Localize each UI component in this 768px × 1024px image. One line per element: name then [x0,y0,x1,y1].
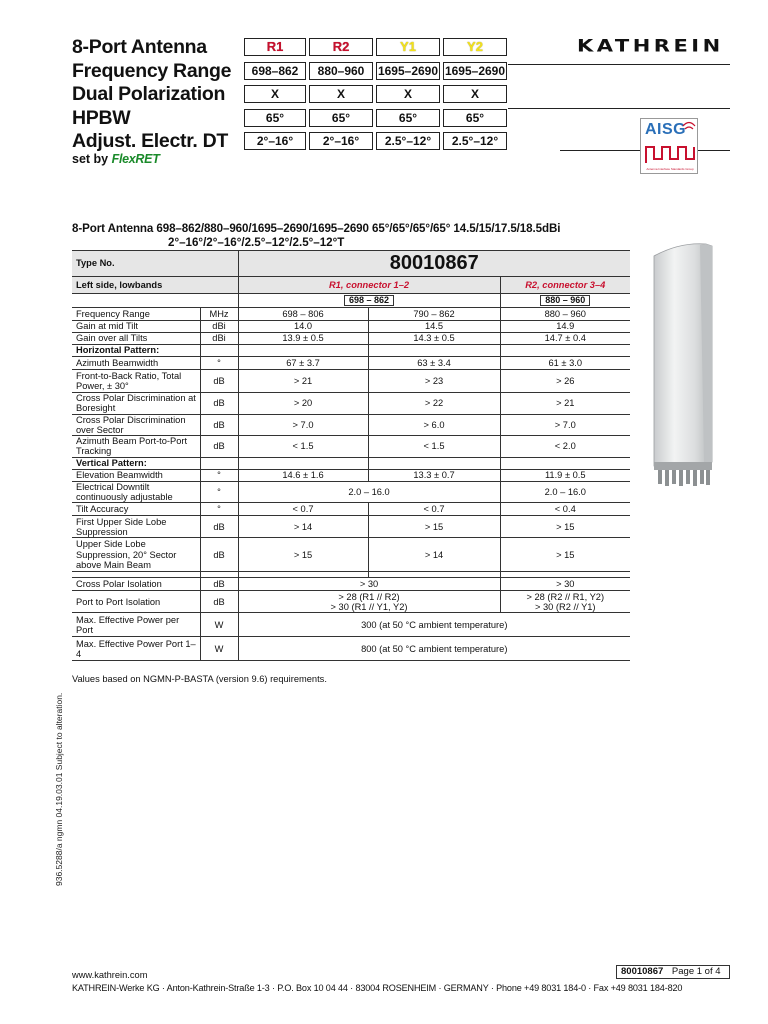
unit-cell: dB [200,538,238,572]
type-label: Type No. [72,251,238,277]
band-r1: 698 – 862 [344,295,394,306]
port-y1: Y1 [376,38,440,56]
band-r1-cell [238,294,500,308]
spec-row [72,321,630,333]
value-r2: > 30 [500,578,630,591]
spec-row [72,538,630,572]
value-r1-low: < 1.5 [238,436,368,458]
freq-r1: 698–862 [244,62,306,80]
freq-y2: 1695–2690 [444,63,506,78]
hpbw-r1: 65° [244,109,306,127]
value-r2 [500,457,630,469]
parameter-label: Gain over all Tilts [72,333,200,345]
website-link[interactable]: www.kathrein.com [72,970,148,980]
unit-cell: dBi [200,321,238,333]
value-r2: < 2.0 [500,436,630,458]
value-r1-low [238,345,368,357]
aisg-subtitle: Antenna Interface Standards Group [646,167,694,171]
connector-r1: R1, connector 1–2 [238,277,500,294]
spec-row [72,591,630,613]
value-r1-high: > 15 [368,516,500,538]
value-r2: > 21 [500,393,630,415]
parameter-label: Cross Polar Discrimination at Boresight [72,393,200,415]
band-row-blank [72,294,238,308]
value-r1-high: 13.3 ± 0.7 [368,469,500,481]
value-r1-high: < 1.5 [368,436,500,458]
value-r2 [500,345,630,357]
header-labels [72,36,231,166]
spec-row [72,613,630,637]
unit-cell: dB [200,516,238,538]
parameter-label: Cross Polar Discrimination over Sector [72,414,200,436]
parameter-label: First Upper Side Lobe Suppression [72,516,200,538]
company-address: KATHREIN-Werke KG · Anton-Kathrein-Straße 1-3 · P.O. Box 10 04 44 · 83004 ROSENHEIM · GERMANY · Phone +49 8031 184-0 · Fax +49 8031 184-820 [72,983,683,993]
value-r1-low: 698 – 806 [238,308,368,321]
parameter-label: Tilt Accuracy [72,503,200,516]
parameter-label: Frequency Range [72,308,200,321]
value-r1-high: > 22 [368,393,500,415]
spec-row [72,516,630,538]
value-r1-low [238,457,368,469]
parameter-label: Max. Effective Power per Port [72,613,200,637]
hpbw-row [244,109,507,127]
lowbands-row [72,277,630,294]
parameter-label: Vertical Pattern: [72,457,200,469]
dt-y2: 2.5°–12° [443,132,507,150]
spec-row [72,357,630,370]
spec-row [72,436,630,458]
value-r1-combined: > 30 [238,578,500,591]
parameter-label: Horizontal Pattern: [72,345,200,357]
aisg-logo-text: AISG [645,121,687,138]
parameter-label: Gain at mid Tilt [72,321,200,333]
freq-r2: 880–960 [309,62,373,80]
header-rule-1 [508,64,730,65]
dual-row [244,85,507,103]
value-r2: > 28 (R2 // R1, Y2) > 30 (R2 // Y1) [500,591,630,613]
page-indicator [616,965,730,979]
antenna-image [640,240,720,492]
value-r1-combined: > 28 (R1 // R2) > 30 (R1 // Y1, Y2) [238,591,500,613]
value-r2: 11.9 ± 0.5 [500,469,630,481]
spec-row [72,393,630,415]
dt-row [244,132,507,150]
kathrein-logo: KATHREIN [577,36,724,56]
value-r2: > 15 [500,516,630,538]
value-r1-low: > 15 [238,538,368,572]
page-count: Page 1 of 4 [671,966,721,977]
parameter-label: Elevation Beamwidth [72,469,200,481]
set-by-line [72,152,231,166]
product-title-line-1: 8-Port Antenna 698–862/880–960/1695–2690/1695–2690 65°/65°/65°/65° 14.5/15/17.5/18.5dBi [72,222,561,235]
spec-row [72,481,630,503]
value-r1-high: > 14 [368,538,500,572]
dual-y1: X [376,85,440,103]
unit-cell: W [200,637,238,661]
spec-row [72,345,630,357]
value-r2: 14.9 [500,321,630,333]
value-r1-combined: 2.0 – 16.0 [238,481,500,503]
header-rule-2 [508,108,730,109]
spec-row [72,637,630,661]
unit-cell: dBi [200,333,238,345]
ports-row [244,38,507,56]
label-frequency-range: Frequency Range [72,59,232,82]
unit-cell: MHz [200,308,238,321]
parameter-label: Port to Port Isolation [72,591,200,613]
parameter-label: Azimuth Beamwidth [72,357,200,370]
value-r1-low: > 7.0 [238,414,368,436]
unit-cell: dB [200,414,238,436]
unit-cell: dB [200,436,238,458]
value-r1-low: > 14 [238,516,368,538]
hpbw-r2: 65° [309,109,373,127]
flexret-logo: FlexRET [111,151,160,166]
label-dual-polarization: Dual Polarization [72,83,226,105]
spec-row [72,503,630,516]
value-r1-high: > 23 [368,370,500,393]
value-r1-low: 13.9 ± 0.5 [238,333,368,345]
value-r2: > 15 [500,538,630,572]
value-r1-high: > 6.0 [368,414,500,436]
value-r1-low: 67 ± 3.7 [238,357,368,370]
spec-row [72,578,630,591]
label-8-port-antenna: 8-Port Antenna [72,36,207,58]
spec-row [72,308,630,321]
dual-r1: X [244,85,306,103]
footnote: Values based on NGMN-P-BASTA (version 9.6) requirements. [72,674,327,684]
specification-table [72,250,630,661]
freq-row [244,62,507,80]
value-r2: 2.0 – 16.0 [500,481,630,503]
unit-cell [200,457,238,469]
parameter-label: Front-to-Back Ratio, Total Power, ± 30° [72,370,200,393]
spec-row [72,457,630,469]
parameter-label: Upper Side Lobe Suppression, 20° Sector above Main Beam [72,538,200,572]
unit-cell: dB [200,578,238,591]
dual-r2: X [309,85,373,103]
value-r1-low: > 21 [238,370,368,393]
unit-cell: ° [200,357,238,370]
band-row [72,294,630,308]
spec-row [72,469,630,481]
unit-cell: ° [200,503,238,516]
hpbw-y2: 65° [443,109,507,127]
label-hpbw: HPBW [72,106,131,129]
unit-cell: dB [200,393,238,415]
parameter-label: Cross Polar Isolation [72,578,200,591]
dt-r1: 2°–16° [244,132,306,150]
value-r1-low: 14.6 ± 1.6 [238,469,368,481]
header-matrix [244,38,507,156]
document-reference: 936.5288/a ngmn 04.19.03.01 Subject to alteration. [54,692,64,886]
freq-y1: 1695–2690 [377,63,439,78]
spec-row [72,370,630,393]
value-r1-low: > 20 [238,393,368,415]
parameter-label: Electrical Downtilt continuously adjustable [72,481,200,503]
type-row [72,251,630,277]
connector-r2: R2, connector 3–4 [500,277,630,294]
unit-cell [200,345,238,357]
unit-cell: ° [200,469,238,481]
parameter-label: Max. Effective Power Port 1–4 [72,637,200,661]
value-r1-high [368,345,500,357]
unit-cell: W [200,613,238,637]
label-adjust-electr-dt: Adjust. Electr. DT [72,130,229,152]
value-r2: < 0.4 [500,503,630,516]
parameter-label: Azimuth Beam Port-to-Port Tracking [72,436,200,458]
value-r1-high: 63 ± 3.4 [368,357,500,370]
aisg-badge [640,118,698,174]
unit-cell: dB [200,370,238,393]
spec-row [72,414,630,436]
value-r1-high: 14.5 [368,321,500,333]
product-title-line-2: 2°–16°/2°–16°/2.5°–12°/2.5°–12°T [168,236,345,249]
port-r1: R1 [244,38,306,56]
value-r1-high [368,457,500,469]
unit-cell: ° [200,481,238,503]
value-all: 300 (at 50 °C ambient temperature) [238,613,630,637]
value-r2: > 7.0 [500,414,630,436]
dual-y2: X [443,85,507,103]
unit-cell: dB [200,591,238,613]
port-y2: Y2 [443,38,507,56]
value-r2: > 26 [500,370,630,393]
spec-row [72,333,630,345]
value-all: 800 (at 50 °C ambient temperature) [238,637,630,661]
lowbands-label: Left side, lowbands [72,277,238,294]
hpbw-y1: 65° [376,109,440,127]
value-r1-high: 790 – 862 [368,308,500,321]
value-r1-low: < 0.7 [238,503,368,516]
value-r2: 61 ± 3.0 [500,357,630,370]
value-r2: 880 – 960 [500,308,630,321]
value-r1-low: 14.0 [238,321,368,333]
band-r2-cell [500,294,630,308]
dt-y1: 2.5°–12° [376,132,440,150]
value-r1-high: < 0.7 [368,503,500,516]
dt-r2: 2°–16° [309,132,373,150]
type-number: 80010867 [238,251,630,277]
page-type-number: 80010867 [621,966,664,977]
value-r1-high: 14.3 ± 0.5 [368,333,500,345]
set-by-text: set by [72,151,109,166]
value-r2: 14.7 ± 0.4 [500,333,630,345]
band-r2: 880 – 960 [540,295,590,306]
port-r2: R2 [309,38,373,56]
